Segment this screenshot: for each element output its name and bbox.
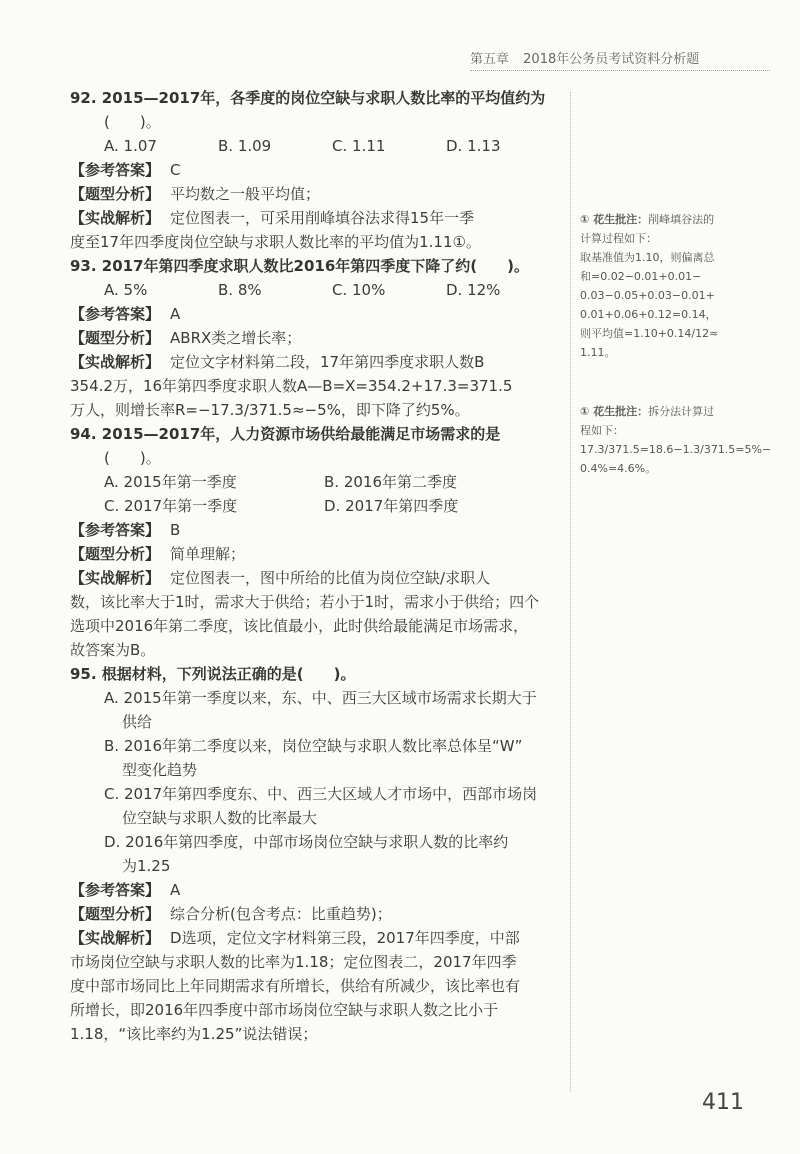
q95-option-b: B. 2016年第二季度以来，岗位空缺与求职人数比率总体呈“W” xyxy=(104,737,523,755)
q92-solution-1: 定位图表一，可采用削峰填谷法求得15年一季 xyxy=(170,209,475,227)
margin-note-2 xyxy=(580,402,780,478)
q93-options xyxy=(70,278,560,302)
q94-solution-label: 【实战解析】 xyxy=(70,569,161,587)
q93-answer-label: 【参考答案】 xyxy=(70,305,161,323)
q92-type: 平均数之一般平均值； xyxy=(170,185,321,203)
q95-type: 综合分析(包含考点：比重趋势)； xyxy=(170,905,392,923)
header-rule xyxy=(470,70,770,71)
note2-line-4: 0.4%=4.6%。 xyxy=(580,462,657,475)
note1-line-5: 0.03−0.05+0.03−0.01+ xyxy=(580,289,715,302)
q94-options-row2 xyxy=(70,494,560,518)
q94-type: 简单理解； xyxy=(170,545,246,563)
q92-option-b: B. 1.09 xyxy=(218,137,272,155)
q92-stem: 92. 2015—2017年，各季度的岗位空缺与求职人数比率的平均值约为 xyxy=(70,89,546,107)
q93-option-d: D. 12% xyxy=(446,281,501,299)
note2-line-2: 程如下： xyxy=(580,424,624,437)
q95-solution-2: 市场岗位空缺与求职人数的比率为1.18；定位图表二，2017年四季 xyxy=(70,953,517,971)
q93-option-a: A. 5% xyxy=(104,281,148,299)
q95-option-d: D. 2016年第四季度，中部市场岗位空缺与求职人数的比率约 xyxy=(104,833,509,851)
q95-option-a: A. 2015年第一季度以来，东、中、西三大区域市场需求长期大于 xyxy=(104,689,537,707)
header-title: 2018年公务员考试资料分析题 xyxy=(523,52,700,67)
note2-line-3: 17.3/371.5=18.6−1.3/371.5=5%− xyxy=(580,443,772,456)
q93-stem: 93. 2017年第四季度求职人数比2016年第四季度下降了约( )。 xyxy=(70,257,530,275)
q94-option-a: A. 2015年第一季度 xyxy=(104,473,237,491)
q94-options-row1 xyxy=(70,470,560,494)
q94-stem: 94. 2015—2017年，人力资源市场供给最能满足市场需求的是 xyxy=(70,425,501,443)
q95-answer-label: 【参考答案】 xyxy=(70,881,161,899)
q92-type-label: 【题型分析】 xyxy=(70,185,161,203)
question-94 xyxy=(70,422,560,662)
note1-line-8: 1.11。 xyxy=(580,346,616,359)
q94-answer-label: 【参考答案】 xyxy=(70,521,161,539)
q95-option-d-cont: 为1.25 xyxy=(122,857,171,875)
q95-option-c: C. 2017年第四季度东、中、西三大区域人才市场中，西部市场岗 xyxy=(104,785,538,803)
q93-answer: A xyxy=(170,305,181,323)
q94-stem-cont: ( )。 xyxy=(104,449,161,467)
q94-solution-4: 故答案为B。 xyxy=(70,641,156,659)
note1-line-4: 和=0.02−0.01+0.01− xyxy=(580,270,702,283)
q95-solution-3: 度中部市场同比上年同期需求有所增长，供给有所减少，该比率也有 xyxy=(70,977,521,995)
q95-solution-5: 1.18，“该比率约为1.25”说法错误； xyxy=(70,1025,318,1043)
note1-line-6: 0.01+0.06+0.12=0.14， xyxy=(580,308,717,321)
question-92 xyxy=(70,86,560,254)
q94-option-d: D. 2017年第四季度 xyxy=(324,497,459,515)
main-content xyxy=(70,86,560,1046)
q92-option-a: A. 1.07 xyxy=(104,137,157,155)
q93-option-c: C. 10% xyxy=(332,281,386,299)
q93-type-label: 【题型分析】 xyxy=(70,329,161,347)
q93-solution-1: 定位文字材料第二段，17年第四季度求职人数B xyxy=(170,353,485,371)
note1-line-1: 削峰填谷法的 xyxy=(648,213,715,226)
chapter-label: 第五章 xyxy=(470,52,510,67)
q95-option-a-cont: 供给 xyxy=(122,713,153,731)
q94-solution-3: 选项中2016年第二季度，该比值最小，此时供给最能满足市场需求， xyxy=(70,617,529,635)
q95-option-c-cont: 位空缺与求职人数的比率最大 xyxy=(122,809,318,827)
q95-solution-label: 【实战解析】 xyxy=(70,929,161,947)
q92-option-c: C. 1.11 xyxy=(332,137,386,155)
note1-title: ① 花生批注： xyxy=(580,213,649,226)
q94-solution-2: 数，该比率大于1时，需求大于供给；若小于1时，需求小于供给；四个 xyxy=(70,593,540,611)
q92-answer-label: 【参考答案】 xyxy=(70,161,161,179)
q94-option-b: B. 2016年第二季度 xyxy=(324,473,458,491)
q93-solution-2: 354.2万，16年第四季度求职人数A—B=X=354.2+17.3=371.5 xyxy=(70,377,513,395)
q92-stem-cont: ( )。 xyxy=(104,113,161,131)
q95-option-b-cont: 型变化趋势 xyxy=(122,761,198,779)
q93-solution-label: 【实战解析】 xyxy=(70,353,161,371)
q95-solution-4: 所增长，即2016年四季度中部市场岗位空缺与求职人数之比小于 xyxy=(70,1001,499,1019)
q95-type-label: 【题型分析】 xyxy=(70,905,161,923)
note1-line-3: 取基准值为1.10，则偏离总 xyxy=(580,251,715,264)
margin-divider xyxy=(570,92,571,1092)
note2-line-1: 拆分法计算过 xyxy=(648,405,715,418)
q93-option-b: B. 8% xyxy=(218,281,262,299)
q94-solution-1: 定位图表一，图中所给的比值为岗位空缺/求职人 xyxy=(170,569,491,587)
q94-option-c: C. 2017年第一季度 xyxy=(104,497,238,515)
q95-answer: A xyxy=(170,881,181,899)
q92-option-d: D. 1.13 xyxy=(446,137,501,155)
q93-type: ABRX类之增长率； xyxy=(170,329,302,347)
note2-title: ① 花生批注： xyxy=(580,405,649,418)
q92-answer: C xyxy=(170,161,181,179)
page-number: 411 xyxy=(702,1090,744,1115)
note1-line-2: 计算过程如下： xyxy=(580,232,657,245)
q93-solution-3: 万人，则增长率R=−17.3/371.5≈−5%，即下降了约5%。 xyxy=(70,401,470,419)
q95-solution-1: D选项，定位文字材料第三段，2017年四季度，中部 xyxy=(170,929,520,947)
q92-solution-label: 【实战解析】 xyxy=(70,209,161,227)
margin-note-1 xyxy=(580,210,780,362)
note1-line-7: 则平均值=1.10+0.14/12≈ xyxy=(580,327,719,340)
q95-stem: 95. 根据材料，下列说法正确的是( )。 xyxy=(70,665,356,683)
q94-answer: B xyxy=(170,521,181,539)
running-header xyxy=(470,48,770,67)
q94-type-label: 【题型分析】 xyxy=(70,545,161,563)
question-93 xyxy=(70,254,560,422)
question-95 xyxy=(70,662,560,1046)
q92-solution-2: 度至17年四季度岗位空缺与求职人数比率的平均值为1.11①。 xyxy=(70,233,481,251)
q92-options xyxy=(70,134,560,158)
